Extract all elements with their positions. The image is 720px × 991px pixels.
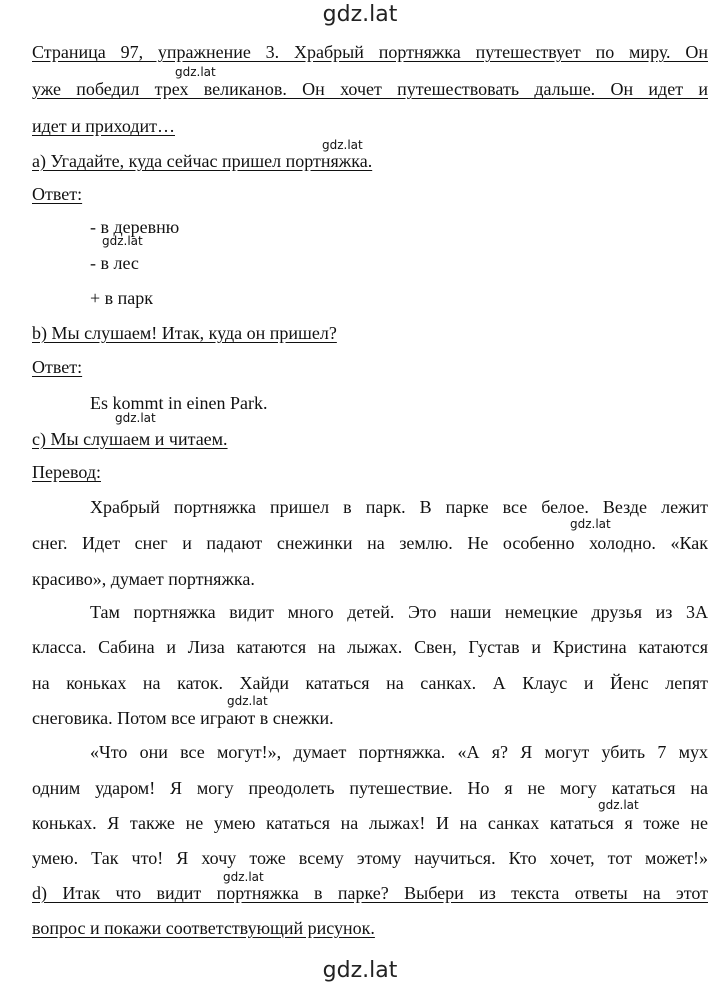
part-a-option-1: - в деревню	[90, 217, 180, 237]
part-b-answer-label: Ответ:	[32, 357, 83, 377]
part-d-line-1: d) Итак что видит портняжка в парке? Выбери из текста ответы на этот	[32, 883, 708, 903]
paragraph-2-line-1: Там портняжка видит много детей. Это наши немецкие друзья из 3А	[90, 602, 708, 622]
watermark-small-2: gdz.lat	[322, 138, 363, 152]
paragraph-2-line-3: на коньках на каток. Хайди кататься на санках. А Клаус и Йенс лепят	[32, 673, 708, 693]
part-a-option-2: - в лес	[90, 253, 139, 273]
paragraph-1-line-1: Храбрый портняжка пришел в парк. В парке все белое. Везде лежит	[90, 497, 708, 517]
task-line-1: Страница 97, упражнение 3. Храбрый портняжка путешествует по миру. Он	[32, 42, 708, 62]
watermark-small-8: gdz.lat	[223, 870, 264, 884]
part-b-answer: Es kommt in einen Park.	[90, 393, 268, 413]
watermark-small-1: gdz.lat	[175, 65, 216, 79]
watermark-small-6: gdz.lat	[227, 694, 268, 708]
watermark-small-4: gdz.lat	[115, 411, 156, 425]
site-watermark-bottom: gdz.lat	[322, 958, 398, 983]
paragraph-2-line-2: класса. Сабина и Лиза катаются на лыжах. Свен, Густав и Кристина катаются	[32, 637, 708, 657]
part-c-question: c) Мы слушаем и читаем.	[32, 429, 228, 449]
task-line-3: идет и приходит…	[32, 116, 175, 136]
part-d-line-2: вопрос и покажи соответствующий рисунок.	[32, 918, 375, 938]
task-line-2: уже победил трех великанов. Он хочет путешествовать дальше. Он идет и	[32, 79, 708, 99]
paragraph-3-line-2: одним ударом! Я могу преодолеть путешествие. Но я не могу кататься на	[32, 778, 708, 798]
part-a-answer-label: Ответ:	[32, 184, 83, 204]
paragraph-3-line-4: умею. Так что! Я хочу тоже всему этому научиться. Кто хочет, тот может!»	[32, 848, 708, 868]
paragraph-1-line-3: красиво», думает портняжка.	[32, 569, 255, 589]
watermark-small-3: gdz.lat	[102, 234, 143, 248]
translation-label: Перевод:	[32, 462, 101, 482]
part-b-question: b) Мы слушаем! Итак, куда он пришел?	[32, 323, 337, 343]
paragraph-3-line-1: «Что они все могут!», думает портняжка. «А я? Я могут убить 7 мух	[90, 742, 708, 762]
part-a-option-3: + в парк	[90, 288, 154, 308]
watermark-small-5: gdz.lat	[570, 517, 611, 531]
paragraph-1-line-2: снег. Идет снег и падают снежинки на землю. Не особенно холодно. «Как	[32, 533, 708, 553]
watermark-small-7: gdz.lat	[598, 798, 639, 812]
paragraph-3-line-3: коньках. Я также не умею кататься на лыжах! И на санках кататься я тоже не	[32, 813, 708, 833]
site-watermark-top: gdz.lat	[322, 2, 398, 27]
paragraph-2-line-4: снеговика. Потом все играют в снежки.	[32, 708, 334, 728]
part-a-question: а) Угадайте, куда сейчас пришел портняжка.	[32, 151, 373, 171]
